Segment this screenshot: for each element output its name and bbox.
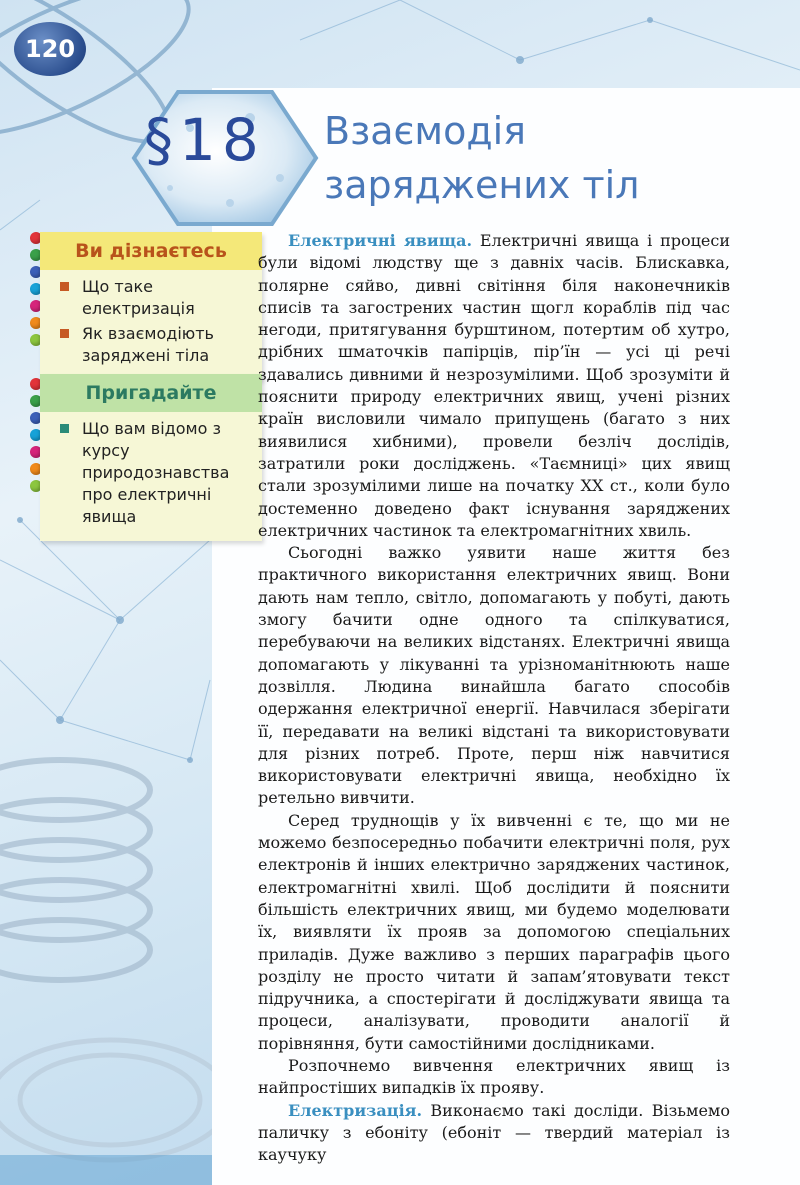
- title-line-1: Взаємодія: [324, 109, 527, 153]
- learn-item: Що таке електризація: [58, 276, 252, 320]
- title-line-2: заряджених тіл: [324, 163, 640, 207]
- page-title: [324, 104, 794, 212]
- paragraph-1: [258, 230, 730, 542]
- learn-item: Як взаємодіють заряджені тіла: [58, 323, 252, 367]
- paragraph-1-text: Електричні явища і процеси були відомі людству ще з давніх часів. Блискавка, полярне сяйво, дивні світіння біля наконечників списів та загострених частин щогл кораблів під час негоди, притягування бурштином, потертим об хутро, дрібних шматочків папірців, пір’їн — усі ці речі здавались дивними й незрозумілими. Щоб зрозуміти й пояснити природу електричних явищ, учені різних країн висловили чимало припущень (багато з них виявилися хибними), провели безліч дослідів, затратили роки досліджень. «Таємниці» цих явищ стали зрозумілими лише на початку XX ст., коли було достеменно доведено факт існування заряджених електричних частинок та електромагнітних хвиль.: [258, 231, 730, 540]
- page-number: 120: [14, 22, 86, 76]
- recall-box-heading: Пригадайте: [40, 374, 262, 412]
- keyword-electric-phenomena: Електричні явища.: [288, 231, 473, 250]
- paragraph-4: Розпочнемо вивчення електричних явищ із найпростіших випадків їх прояву.: [258, 1055, 730, 1098]
- paragraph-5: [258, 1100, 730, 1167]
- keyword-electrization: Електризація.: [288, 1100, 423, 1120]
- paragraph-5-text: Виконаємо такі досліди. Візьмемо паличку з ебоніту (ебоніт — твердий матеріал із каучуку: [258, 1100, 730, 1165]
- learn-box: [40, 232, 262, 380]
- recall-box: [40, 374, 262, 541]
- section-number: §18: [144, 106, 265, 174]
- learn-box-heading: Ви дізнаєтесь: [40, 232, 262, 270]
- recall-item: Що вам відомо з курсу природознавства про електричні явища: [58, 418, 252, 528]
- main-text: [258, 230, 730, 1166]
- paragraph-3: Серед труднощів у їх вивченні є те, що ми не можемо безпосередньо побачити електричні поля, рух електронів й інших електрично заряджених частинок, електромагнітні хвилі. Щоб дослідити й пояснити більшість електричних явищ, ми будемо моделювати їх, виявляти їх прояв за допомогою спеціальних приладів. Дуже важливо з перших параграфів цього розділу не просто читати й запам’ятовувати текст підручника, а спостерігати й досліджувати явища та процеси, аналізувати, проводити аналогії й порівняння, бути самостійними дослідниками.: [258, 810, 730, 1053]
- paragraph-2: Сьогодні важко уявити наше життя без практичного використання електричних явищ. Вони дають нам тепло, світло, допомагають у побуті, дають змогу бачити одне одного та спілкуватися, перебуваючи на великих відстанях. Електричні явища допомагають у лікуванні та урізноманітнюють наше дозвілля. Людина винайшла багато способів одержання електричної енергії. Навчилася зберігати її, передавати на великі відстані та використовувати для різних потреб. Проте, перш ніж навчитися використовувати електричні явища, необхідно їх ретельно вивчити.: [258, 543, 730, 808]
